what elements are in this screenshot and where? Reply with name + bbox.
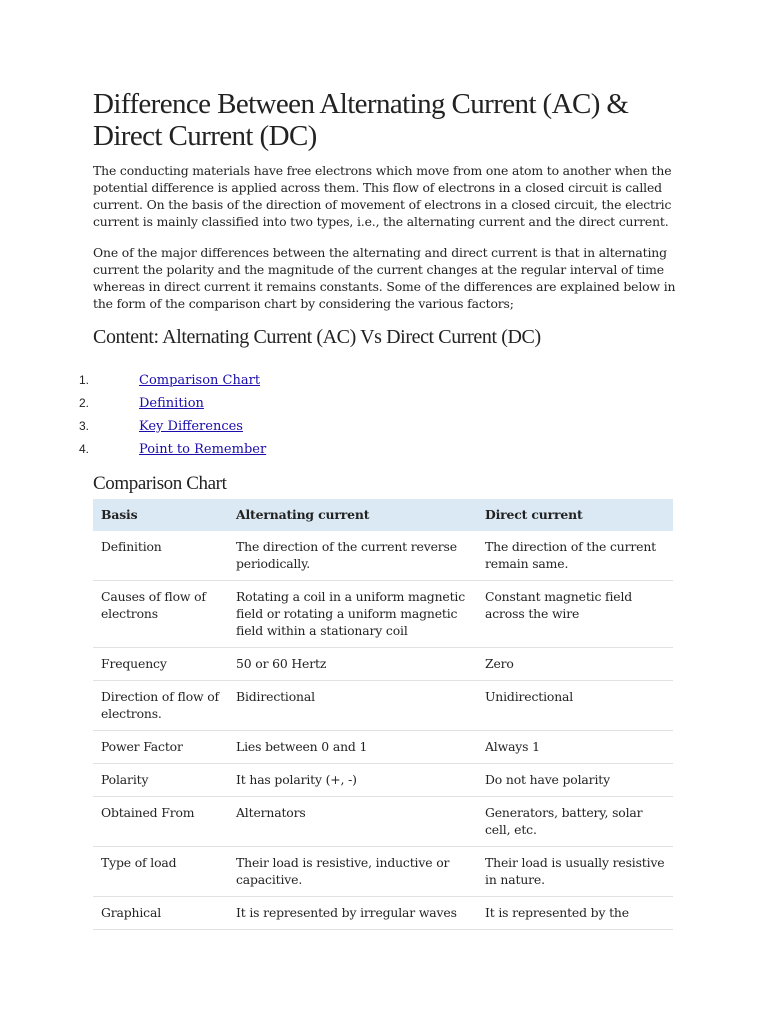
cell-ac: It has polarity (+, -) (228, 764, 477, 797)
cell-basis: Polarity (93, 764, 228, 797)
cell-dc: Always 1 (477, 731, 673, 764)
toc-item-definition (79, 392, 677, 415)
header-direct-current: Direct current (477, 499, 673, 531)
table-row (93, 764, 673, 797)
cell-dc: Constant magnetic field across the wire (477, 581, 673, 648)
table-of-contents (79, 369, 677, 461)
cell-dc: Their load is usually resistive in nature. (477, 847, 673, 897)
cell-ac: It is represented by irregular waves (228, 897, 477, 930)
cell-ac: The direction of the current reverse periodically. (228, 531, 477, 581)
cell-dc: The direction of the current remain same. (477, 531, 673, 581)
cell-ac: Lies between 0 and 1 (228, 731, 477, 764)
cell-dc: Unidirectional (477, 681, 673, 731)
table-header-row (93, 499, 673, 531)
toc-link-key-differences[interactable]: Key Differences (139, 419, 243, 434)
cell-ac: Rotating a coil in a uniform magnetic field or rotating a uniform magnetic field within a stationary coil (228, 581, 477, 648)
cell-basis: Obtained From (93, 797, 228, 847)
toc-number: 4. (79, 442, 90, 456)
toc-item-point-to-remember (79, 438, 677, 461)
toc-item-key-differences (79, 415, 677, 438)
cell-ac: Their load is resistive, inductive or capacitive. (228, 847, 477, 897)
table-row (93, 847, 673, 897)
cell-basis: Direction of flow of electrons. (93, 681, 228, 731)
cell-basis: Power Factor (93, 731, 228, 764)
table-row (93, 581, 673, 648)
toc-link-comparison-chart[interactable]: Comparison Chart (139, 373, 261, 388)
header-basis: Basis (93, 499, 228, 531)
table-row (93, 681, 673, 731)
cell-dc: Generators, battery, solar cell, etc. (477, 797, 673, 847)
toc-item-comparison-chart (79, 369, 677, 392)
toc-link-definition[interactable]: Definition (139, 396, 204, 411)
table-row (93, 897, 673, 930)
cell-dc: Zero (477, 648, 673, 681)
toc-link-point-to-remember[interactable]: Point to Remember (139, 442, 267, 457)
cell-basis: Frequency (93, 648, 228, 681)
table-row (93, 531, 673, 581)
comparison-table (93, 499, 673, 930)
cell-basis: Causes of flow of electrons (93, 581, 228, 648)
header-alternating-current: Alternating current (228, 499, 477, 531)
toc-number: 3. (79, 419, 90, 433)
content-heading: Content: Alternating Current (AC) Vs Direct Current (DC) (93, 326, 541, 348)
cell-dc: Do not have polarity (477, 764, 673, 797)
table-row (93, 797, 673, 847)
comparison-chart-heading: Comparison Chart (93, 473, 227, 494)
cell-basis: Graphical (93, 897, 228, 930)
intro-paragraph: The conducting materials have free electrons which move from one atom to another when the potential difference is applied across them. This flow of electrons in a closed circuit is called current. On the basis of the direction of movement of electrons in a closed circuit, the electric current is mainly classified into two types, i.e., the alternating current and the direct current. (93, 163, 672, 229)
toc-number: 1. (79, 373, 90, 387)
differences-paragraph: One of the major differences between the alternating and direct current is that in alternating current the polarity and the magnitude of the current changes at the regular interval of time whereas in direct current it remains constants. Some of the differences are explained below in the form of the comparison chart by considering the various factors; (93, 245, 676, 311)
page-title: Difference Between Alternating Current (AC) & Direct Current (DC) (93, 88, 629, 152)
cell-ac: 50 or 60 Hertz (228, 648, 477, 681)
cell-ac: Bidirectional (228, 681, 477, 731)
toc-number: 2. (79, 396, 90, 410)
cell-dc: It is represented by the (477, 897, 673, 930)
table-row (93, 731, 673, 764)
cell-basis: Definition (93, 531, 228, 581)
cell-basis: Type of load (93, 847, 228, 897)
document-page (79, 88, 677, 930)
table-row (93, 648, 673, 681)
cell-ac: Alternators (228, 797, 477, 847)
